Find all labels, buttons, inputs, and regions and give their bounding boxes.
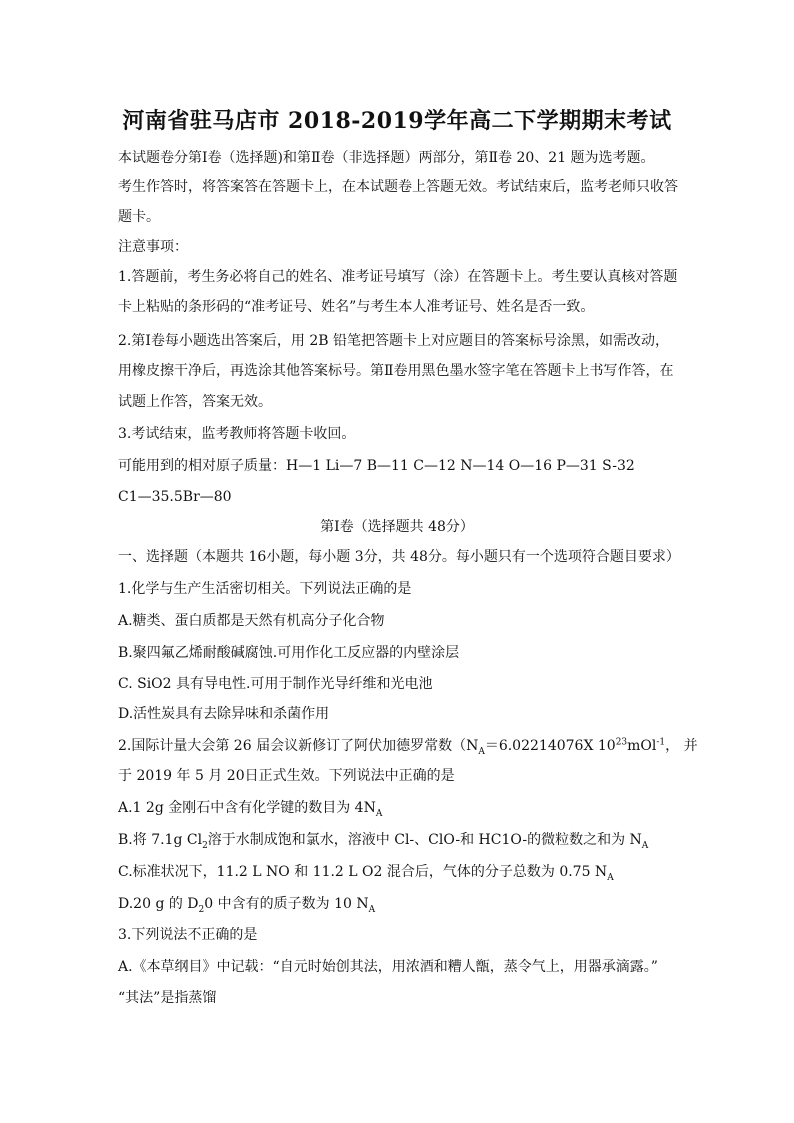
q2-option-c-subscript: A: [607, 872, 614, 883]
q2-option-b-text: B.将 7.1g Cl: [118, 832, 203, 848]
q2-option-d-subscript-1: 2: [198, 904, 205, 915]
q2-stem-unit: mOl: [627, 738, 657, 754]
q2-option-d-text-2: 0 中含有的质子数为 10 N: [204, 896, 369, 912]
q3-option-a-line-1: A.《本草纲目》中记载：“自元时始创其法，用浓酒和糟人甑，蒸令气上，用器承滴露。”: [118, 959, 658, 975]
q2-option-c-text: C.标准状况下，11.2 L NO 和 11.2 L O2 混合后，气体的分子总数为 0.75 N: [118, 864, 608, 880]
q2-option-d: [118, 894, 375, 914]
note-line-5: 试题上作答，答案无效。: [118, 394, 272, 410]
q2-stem-value: ＝6.02214076X 10: [484, 738, 616, 754]
q1-option-b: B.聚四氟乙烯耐酸碱腐蚀.可用作化工反应器的内壁涂层: [118, 645, 460, 661]
q2-stem-unit-exponent: -1: [656, 737, 666, 748]
note-line-2: 卡上粘贴的条形码的“准考证号、姓名”与考生本人准考证号、姓名是否一致。: [118, 299, 595, 315]
q2-stem-tail: ， 并: [665, 738, 698, 754]
atomic-mass-line-1: 可能用到的相对原子质量：H—1 Li—7 B—11 C—12 N—14 O—16 P—31 S-32: [118, 458, 635, 474]
section-title: 第Ⅰ卷（选择题共 48分）: [320, 519, 474, 535]
note-line-3: 2.第Ⅰ卷每小题选出答案后，用 2B 铅笔把答题卡上对应题目的答案标号涂黑，如需改动，: [118, 333, 669, 349]
atomic-mass-line-2: C1—35.5Br—80: [118, 489, 232, 505]
q2-option-b-subscript-1: 2: [202, 840, 208, 851]
exam-title: 河南省驻马店市 2018-2019学年高二下学期期末考试: [122, 108, 672, 134]
q2-option-d-text: D.20 g 的 D: [118, 896, 199, 912]
q2-stem-line-2: 于 2019 年 5 月 20日正式生效。下列说法中正确的是: [118, 768, 455, 784]
q2-option-a: [118, 798, 382, 818]
q2-option-c: [118, 862, 614, 882]
q1-option-a: A.糖类、蛋白质都是天然有机高分子化合物: [118, 613, 385, 629]
q2-stem-text: 2.国际计量大会第 26 届会议新修订了阿伏加德罗常数（N: [118, 738, 479, 754]
intro-line-3: 题卡。: [118, 209, 160, 225]
q2-stem-subscript: A: [478, 746, 485, 757]
q2-option-d-subscript-2: A: [368, 904, 376, 915]
q2-option-b-subscript-2: A: [641, 840, 649, 851]
note-line-6: 3.考试结束，监考教师将答题卡收回。: [118, 426, 356, 442]
q3-stem: 3.下列说法不正确的是: [118, 927, 258, 943]
q2-stem-exponent: 23: [615, 737, 628, 748]
q1-option-c: C. SiO2 具有导电性.可用于制作光导纤维和光电池: [118, 676, 433, 692]
q1-option-d: D.活性炭具有去除异味和杀菌作用: [118, 706, 330, 722]
q2-option-a-subscript: A: [375, 808, 383, 819]
q3-option-a-line-2: “其法”是指蒸馏: [118, 990, 217, 1006]
q2-stem-line-1: [118, 736, 698, 756]
note-line-4: 用橡皮擦干净后，再选涂其他答案标号。第Ⅱ卷用黑色墨水签字笔在答题卡上书写作答，在: [118, 363, 674, 379]
q2-option-b: [118, 830, 648, 850]
intro-line-2: 考生作答时，将答案答在答题卡上，在本试题卷上答题无效。考试结束后，监考老师只收答: [118, 179, 678, 195]
q1-stem: 1.化学与生产生活密切相关。下列说法正确的是: [118, 581, 412, 597]
intro-line-1: 本试题卷分第Ⅰ卷（选择题)和第Ⅱ卷（非选择题）两部分，第Ⅱ卷 20、21 题为选考题。: [118, 150, 655, 166]
notes-heading: 注意事项：: [118, 239, 188, 255]
q2-option-a-text: A.1 2g 金刚石中含有化学键的数目为 4N: [118, 800, 376, 816]
note-line-1: 1.答题前，考生务必将自己的姓名、准考证号填写（涂）在答题卡上。考生要认真核对答题: [118, 269, 678, 285]
section-instructions: 一、选择题（本题共 16小题，每小题 3分，共 48分。每小题只有一个选项符合题目要求）: [118, 549, 680, 565]
q2-option-b-text-2: 溶于水制成饱和氯水，溶液中 Cl-、ClO-和 HC1O-的微粒数之和为 N: [207, 832, 642, 848]
